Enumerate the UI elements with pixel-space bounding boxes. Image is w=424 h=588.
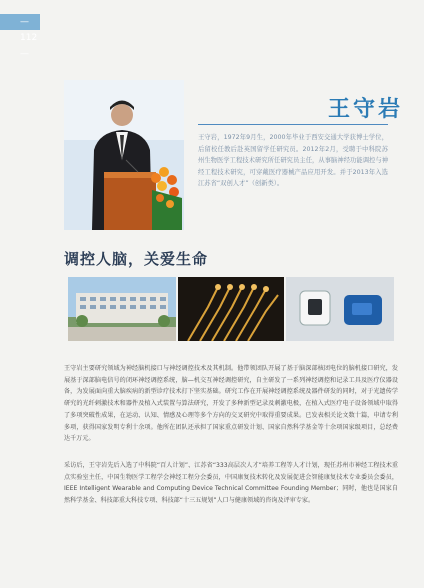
- body-paragraph-1: 王守岩主要研究领域为神经脑机接口与神经调控技术及其机制。他带领团队开展了基于脑深部核团电位的脑机接口研究，发展基于深部脑电信号的闭环神经调控系统，脑—机交互神经调控研究，自主研发了一系列神经调控和记录工具及医疗仪器设备，为发展面向重大脑疾病的新型诊疗技术打下坚实基础。研究工作在开展神经调控系统及器件研发的同时，对于光遗传学研究的光纤刺激技术和器件及植入式装置与算法研究，开发了多种新型记录及刺激电极，在植入式医疗电子设备领域中取得了多项突破性成果，在运动、认知、情感及心理等多个方向的交叉研究中取得重要成果。已发表相关论文数十篇，申请专利多项，获得国家发明专利十余项。他所在团队还承担了国家重点研发计划、国家自然科学基金等十余项国家级项目，总经费达千万元。: [64, 365, 398, 443]
- body-paragraph-2: 采访后，王守岩先后入选了中科院“百人计划”、江苏省“333高层次人才”培养工程等人才计划，现任苏州市神经工程技术重点实验室主任，中国生物医学工程学会神经工程分会委员，中国康复技术转化及发展促进会智能康复技术专业委员会委员，IEEE Intelligent Wearable and Computing Device Technical Committee Founding Member；同时，他也是国家自然科学基金、科技部重大科技专项、科技部“十三五规划”人口与健康领域的咨询及评审专家。: [64, 462, 398, 505]
- campus-building-photo: [68, 277, 176, 341]
- wearable-device-photo: [286, 277, 394, 341]
- flexible-electrode-photo: [178, 277, 284, 341]
- page-number: 112: [20, 33, 38, 43]
- portrait-photo: [64, 80, 184, 230]
- profile-name: 王守岩: [328, 97, 404, 122]
- title-divider: [198, 124, 388, 125]
- section-title: 调控人脑，关爱生命: [64, 250, 209, 268]
- profile-bio: 王守岩，1972年9月生，2000年毕业于西安交通大学获博士学位，后留校任教后赴英国留学任研究员。2012年2月，受聘于中科院苏州生物医学工程技术研究所任研究员主任，从事脑神经功能调控与神经工程技术研究，可穿戴医疗器械产品应用开发。并于2013年入选江苏省“双创人才”（创新类）。: [198, 134, 388, 188]
- page-number-tab: —112—: [0, 14, 40, 30]
